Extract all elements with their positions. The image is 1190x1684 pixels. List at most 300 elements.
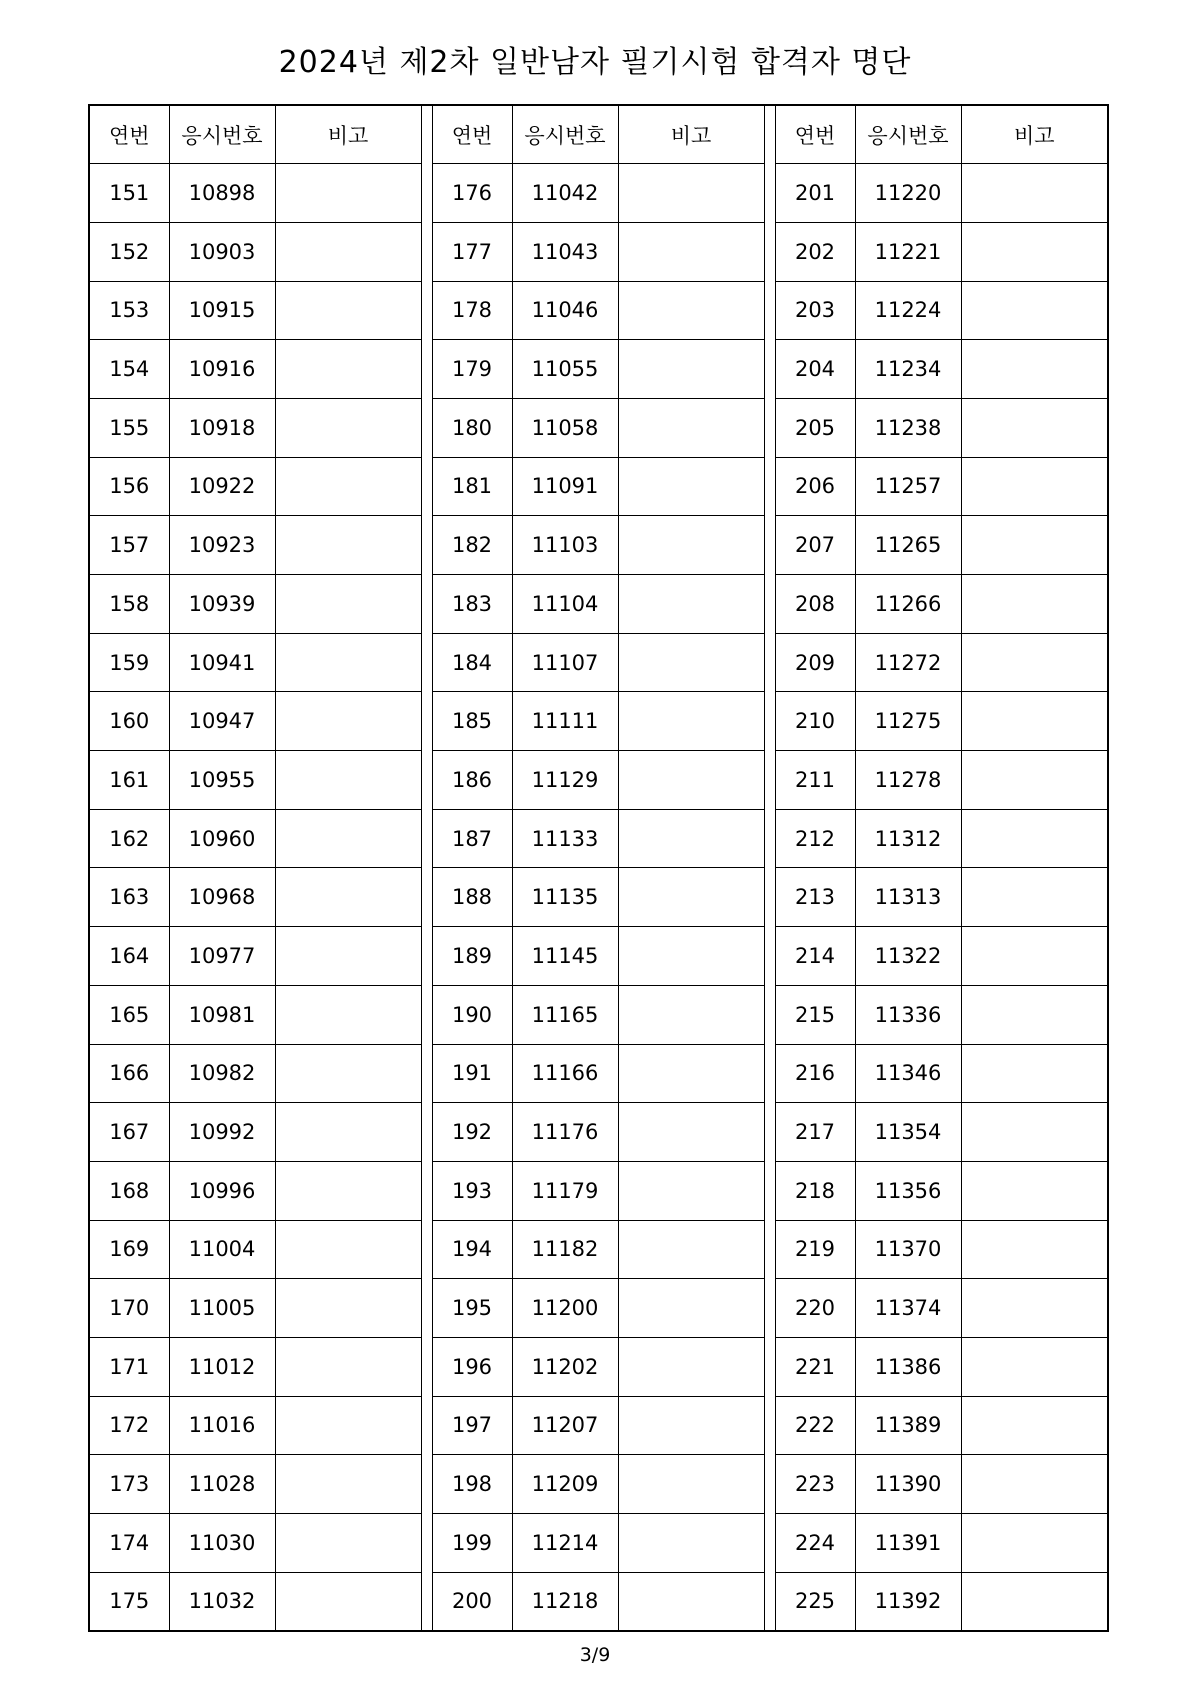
note-cell [618, 868, 764, 927]
table-row [89, 1279, 1108, 1338]
table-row [89, 1514, 1108, 1573]
exam-no-cell: 11055 [512, 340, 618, 399]
note-cell [275, 1396, 421, 1455]
note-cell [961, 1455, 1108, 1514]
exam-no-cell: 11313 [855, 868, 961, 927]
column-gap [421, 985, 432, 1044]
note-cell [961, 222, 1108, 281]
note-cell [618, 1161, 764, 1220]
column-gap [421, 1572, 432, 1631]
seq-cell: 186 [432, 751, 512, 810]
seq-cell: 201 [775, 164, 855, 223]
exam-no-cell: 11234 [855, 340, 961, 399]
note-cell [961, 985, 1108, 1044]
note-cell [961, 575, 1108, 634]
seq-cell: 216 [775, 1044, 855, 1103]
note-cell [275, 1337, 421, 1396]
seq-cell: 163 [89, 868, 169, 927]
exam-no-cell: 11043 [512, 222, 618, 281]
table-row [89, 164, 1108, 223]
seq-cell: 157 [89, 516, 169, 575]
seq-cell: 183 [432, 575, 512, 634]
exam-no-cell: 11058 [512, 398, 618, 457]
exam-no-cell: 11028 [169, 1455, 275, 1514]
note-cell [618, 809, 764, 868]
exam-no-cell: 11145 [512, 927, 618, 986]
note-cell [618, 1396, 764, 1455]
column-gap [421, 1514, 432, 1573]
seq-cell: 171 [89, 1337, 169, 1396]
note-cell [275, 985, 421, 1044]
seq-cell: 193 [432, 1161, 512, 1220]
exam-no-cell: 11356 [855, 1161, 961, 1220]
seq-cell: 190 [432, 985, 512, 1044]
note-cell [618, 1572, 764, 1631]
seq-cell: 158 [89, 575, 169, 634]
exam-no-cell: 10918 [169, 398, 275, 457]
seq-cell: 206 [775, 457, 855, 516]
note-cell [961, 1572, 1108, 1631]
seq-cell: 152 [89, 222, 169, 281]
exam-no-cell: 11336 [855, 985, 961, 1044]
seq-cell: 187 [432, 809, 512, 868]
column-gap [421, 281, 432, 340]
header-exam-no: 응시번호 [169, 105, 275, 164]
note-cell [961, 1103, 1108, 1162]
note-cell [275, 457, 421, 516]
note-cell [618, 751, 764, 810]
exam-no-cell: 10977 [169, 927, 275, 986]
table-row [89, 868, 1108, 927]
seq-cell: 211 [775, 751, 855, 810]
exam-no-cell: 10923 [169, 516, 275, 575]
exam-no-cell: 11030 [169, 1514, 275, 1573]
exam-no-cell: 10960 [169, 809, 275, 868]
note-cell [618, 633, 764, 692]
seq-cell: 154 [89, 340, 169, 399]
note-cell [275, 692, 421, 751]
seq-cell: 205 [775, 398, 855, 457]
note-cell [275, 927, 421, 986]
note-cell [275, 1514, 421, 1573]
note-cell [618, 1279, 764, 1338]
seq-cell: 151 [89, 164, 169, 223]
exam-no-cell: 11046 [512, 281, 618, 340]
table-row [89, 633, 1108, 692]
seq-cell: 197 [432, 1396, 512, 1455]
exam-no-cell: 11392 [855, 1572, 961, 1631]
seq-cell: 181 [432, 457, 512, 516]
page-number: 3/9 [579, 1644, 611, 1666]
exam-no-cell: 10915 [169, 281, 275, 340]
seq-cell: 167 [89, 1103, 169, 1162]
exam-no-cell: 11129 [512, 751, 618, 810]
seq-cell: 166 [89, 1044, 169, 1103]
seq-cell: 196 [432, 1337, 512, 1396]
column-gap [421, 809, 432, 868]
note-cell [961, 809, 1108, 868]
column-gap [764, 457, 775, 516]
table-row [89, 1572, 1108, 1631]
roster-body [89, 164, 1108, 1631]
column-gap [421, 751, 432, 810]
seq-cell: 217 [775, 1103, 855, 1162]
exam-no-cell: 11165 [512, 985, 618, 1044]
exam-no-cell: 10992 [169, 1103, 275, 1162]
seq-cell: 203 [775, 281, 855, 340]
seq-cell: 179 [432, 340, 512, 399]
page-title: 2024년 제2차 일반남자 필기시험 합격자 명단 [278, 45, 912, 80]
exam-no-cell: 11238 [855, 398, 961, 457]
column-gap [764, 1161, 775, 1220]
note-cell [618, 1337, 764, 1396]
seq-cell: 225 [775, 1572, 855, 1631]
exam-no-cell: 10903 [169, 222, 275, 281]
table-row [89, 1396, 1108, 1455]
table-row [89, 1161, 1108, 1220]
exam-no-cell: 11386 [855, 1337, 961, 1396]
seq-cell: 204 [775, 340, 855, 399]
seq-cell: 192 [432, 1103, 512, 1162]
exam-no-cell: 11012 [169, 1337, 275, 1396]
seq-cell: 221 [775, 1337, 855, 1396]
column-gap [764, 927, 775, 986]
table-row [89, 222, 1108, 281]
note-cell [618, 692, 764, 751]
seq-cell: 160 [89, 692, 169, 751]
table-row [89, 398, 1108, 457]
header-note: 비고 [618, 105, 764, 164]
seq-cell: 185 [432, 692, 512, 751]
exam-no-cell: 10939 [169, 575, 275, 634]
seq-cell: 188 [432, 868, 512, 927]
seq-cell: 168 [89, 1161, 169, 1220]
seq-cell: 169 [89, 1220, 169, 1279]
exam-no-cell: 11322 [855, 927, 961, 986]
column-gap [421, 633, 432, 692]
seq-cell: 191 [432, 1044, 512, 1103]
note-cell [961, 1396, 1108, 1455]
header-seq: 연번 [775, 105, 855, 164]
exam-no-cell: 11221 [855, 222, 961, 281]
column-gap [764, 164, 775, 223]
exam-no-cell: 10981 [169, 985, 275, 1044]
table-row [89, 751, 1108, 810]
note-cell [275, 751, 421, 810]
seq-cell: 194 [432, 1220, 512, 1279]
column-gap [764, 1396, 775, 1455]
column-gap [764, 1455, 775, 1514]
column-gap [764, 105, 775, 164]
column-gap [764, 1514, 775, 1573]
seq-cell: 208 [775, 575, 855, 634]
header-note: 비고 [275, 105, 421, 164]
note-cell [275, 868, 421, 927]
exam-no-cell: 11166 [512, 1044, 618, 1103]
column-gap [421, 1161, 432, 1220]
column-gap [421, 164, 432, 223]
header-note: 비고 [961, 105, 1108, 164]
exam-no-cell: 11220 [855, 164, 961, 223]
note-cell [618, 164, 764, 223]
exam-no-cell: 11275 [855, 692, 961, 751]
exam-no-cell: 10922 [169, 457, 275, 516]
column-gap [421, 1103, 432, 1162]
note-cell [618, 1103, 764, 1162]
note-cell [618, 516, 764, 575]
exam-no-cell: 10898 [169, 164, 275, 223]
column-gap [764, 809, 775, 868]
exam-no-cell: 10996 [169, 1161, 275, 1220]
exam-no-cell: 10968 [169, 868, 275, 927]
table-row [89, 575, 1108, 634]
seq-cell: 161 [89, 751, 169, 810]
column-gap [421, 1337, 432, 1396]
note-cell [275, 281, 421, 340]
note-cell [961, 340, 1108, 399]
exam-no-cell: 11207 [512, 1396, 618, 1455]
column-gap [421, 1220, 432, 1279]
note-cell [275, 516, 421, 575]
column-gap [764, 1044, 775, 1103]
column-gap [764, 281, 775, 340]
column-gap [421, 1044, 432, 1103]
exam-no-cell: 11265 [855, 516, 961, 575]
table-row [89, 1044, 1108, 1103]
column-gap [764, 1103, 775, 1162]
seq-cell: 213 [775, 868, 855, 927]
exam-no-cell: 11278 [855, 751, 961, 810]
header-seq: 연번 [432, 105, 512, 164]
note-cell [275, 1161, 421, 1220]
seq-cell: 177 [432, 222, 512, 281]
seq-cell: 209 [775, 633, 855, 692]
note-cell [618, 340, 764, 399]
column-gap [421, 516, 432, 575]
exam-no-cell: 10941 [169, 633, 275, 692]
note-cell [275, 1220, 421, 1279]
seq-cell: 189 [432, 927, 512, 986]
column-gap [421, 1396, 432, 1455]
table-row [89, 281, 1108, 340]
seq-cell: 210 [775, 692, 855, 751]
note-cell [618, 927, 764, 986]
roster-table [88, 104, 1109, 1632]
column-gap [421, 575, 432, 634]
table-row [89, 927, 1108, 986]
note-cell [618, 457, 764, 516]
table-row [89, 1103, 1108, 1162]
exam-no-cell: 11224 [855, 281, 961, 340]
column-gap [764, 751, 775, 810]
column-gap [421, 1455, 432, 1514]
note-cell [275, 633, 421, 692]
exam-no-cell: 11107 [512, 633, 618, 692]
column-gap [764, 575, 775, 634]
note-cell [961, 633, 1108, 692]
table-row [89, 1337, 1108, 1396]
table-row [89, 457, 1108, 516]
seq-cell: 165 [89, 985, 169, 1044]
exam-no-cell: 11179 [512, 1161, 618, 1220]
seq-cell: 164 [89, 927, 169, 986]
seq-cell: 184 [432, 633, 512, 692]
column-gap [764, 633, 775, 692]
seq-cell: 170 [89, 1279, 169, 1338]
note-cell [275, 809, 421, 868]
seq-cell: 180 [432, 398, 512, 457]
column-gap [764, 398, 775, 457]
column-gap [764, 1279, 775, 1338]
header-exam-no: 응시번호 [512, 105, 618, 164]
seq-cell: 212 [775, 809, 855, 868]
exam-no-cell: 10982 [169, 1044, 275, 1103]
seq-cell: 215 [775, 985, 855, 1044]
note-cell [961, 1161, 1108, 1220]
column-gap [421, 222, 432, 281]
seq-cell: 214 [775, 927, 855, 986]
exam-no-cell: 11218 [512, 1572, 618, 1631]
exam-no-cell: 11257 [855, 457, 961, 516]
note-cell [961, 457, 1108, 516]
column-gap [421, 692, 432, 751]
table-row [89, 516, 1108, 575]
column-gap [421, 1279, 432, 1338]
note-cell [275, 340, 421, 399]
exam-no-cell: 11104 [512, 575, 618, 634]
seq-cell: 182 [432, 516, 512, 575]
note-cell [961, 692, 1108, 751]
seq-cell: 174 [89, 1514, 169, 1573]
seq-cell: 202 [775, 222, 855, 281]
seq-cell: 159 [89, 633, 169, 692]
seq-cell: 195 [432, 1279, 512, 1338]
column-gap [764, 985, 775, 1044]
exam-no-cell: 11370 [855, 1220, 961, 1279]
column-gap [764, 1572, 775, 1631]
column-gap [421, 868, 432, 927]
note-cell [618, 1220, 764, 1279]
seq-cell: 156 [89, 457, 169, 516]
column-gap [421, 927, 432, 986]
exam-no-cell: 11354 [855, 1103, 961, 1162]
seq-cell: 220 [775, 1279, 855, 1338]
exam-no-cell: 11214 [512, 1514, 618, 1573]
exam-no-cell: 11042 [512, 164, 618, 223]
seq-cell: 175 [89, 1572, 169, 1631]
exam-no-cell: 11133 [512, 809, 618, 868]
exam-no-cell: 11266 [855, 575, 961, 634]
seq-cell: 162 [89, 809, 169, 868]
seq-cell: 153 [89, 281, 169, 340]
note-cell [618, 1044, 764, 1103]
note-cell [961, 281, 1108, 340]
note-cell [275, 1279, 421, 1338]
note-cell [618, 281, 764, 340]
table-row [89, 1455, 1108, 1514]
seq-cell: 219 [775, 1220, 855, 1279]
column-gap [421, 340, 432, 399]
note-cell [618, 398, 764, 457]
note-cell [275, 398, 421, 457]
note-cell [618, 1455, 764, 1514]
note-cell [275, 575, 421, 634]
column-gap [421, 457, 432, 516]
note-cell [961, 516, 1108, 575]
exam-no-cell: 11209 [512, 1455, 618, 1514]
note-cell [961, 868, 1108, 927]
exam-no-cell: 11346 [855, 1044, 961, 1103]
exam-no-cell: 11312 [855, 809, 961, 868]
header-row [89, 105, 1108, 164]
note-cell [275, 1455, 421, 1514]
seq-cell: 200 [432, 1572, 512, 1631]
note-cell [618, 222, 764, 281]
seq-cell: 178 [432, 281, 512, 340]
column-gap [764, 1220, 775, 1279]
exam-no-cell: 11202 [512, 1337, 618, 1396]
seq-cell: 176 [432, 164, 512, 223]
exam-no-cell: 11374 [855, 1279, 961, 1338]
exam-no-cell: 11272 [855, 633, 961, 692]
seq-cell: 223 [775, 1455, 855, 1514]
note-cell [961, 164, 1108, 223]
exam-no-cell: 11032 [169, 1572, 275, 1631]
seq-cell: 172 [89, 1396, 169, 1455]
note-cell [275, 164, 421, 223]
note-cell [961, 398, 1108, 457]
seq-cell: 173 [89, 1455, 169, 1514]
seq-cell: 218 [775, 1161, 855, 1220]
exam-no-cell: 11200 [512, 1279, 618, 1338]
exam-no-cell: 11091 [512, 457, 618, 516]
note-cell [961, 927, 1108, 986]
note-cell [275, 1103, 421, 1162]
table-row [89, 1220, 1108, 1279]
column-gap [421, 398, 432, 457]
column-gap [764, 868, 775, 927]
exam-no-cell: 11135 [512, 868, 618, 927]
seq-cell: 198 [432, 1455, 512, 1514]
header-exam-no: 응시번호 [855, 105, 961, 164]
seq-cell: 222 [775, 1396, 855, 1455]
exam-no-cell: 11111 [512, 692, 618, 751]
column-gap [764, 1337, 775, 1396]
seq-cell: 224 [775, 1514, 855, 1573]
exam-no-cell: 10947 [169, 692, 275, 751]
note-cell [961, 1337, 1108, 1396]
note-cell [961, 1514, 1108, 1573]
table-row [89, 809, 1108, 868]
note-cell [275, 1044, 421, 1103]
note-cell [961, 1044, 1108, 1103]
exam-no-cell: 11016 [169, 1396, 275, 1455]
note-cell [618, 985, 764, 1044]
table-row [89, 692, 1108, 751]
column-gap [764, 340, 775, 399]
exam-no-cell: 11176 [512, 1103, 618, 1162]
exam-no-cell: 11390 [855, 1455, 961, 1514]
exam-no-cell: 11182 [512, 1220, 618, 1279]
exam-no-cell: 10916 [169, 340, 275, 399]
note-cell [618, 1514, 764, 1573]
header-seq: 연번 [89, 105, 169, 164]
exam-no-cell: 11389 [855, 1396, 961, 1455]
exam-no-cell: 10955 [169, 751, 275, 810]
column-gap [764, 516, 775, 575]
note-cell [961, 1279, 1108, 1338]
seq-cell: 199 [432, 1514, 512, 1573]
